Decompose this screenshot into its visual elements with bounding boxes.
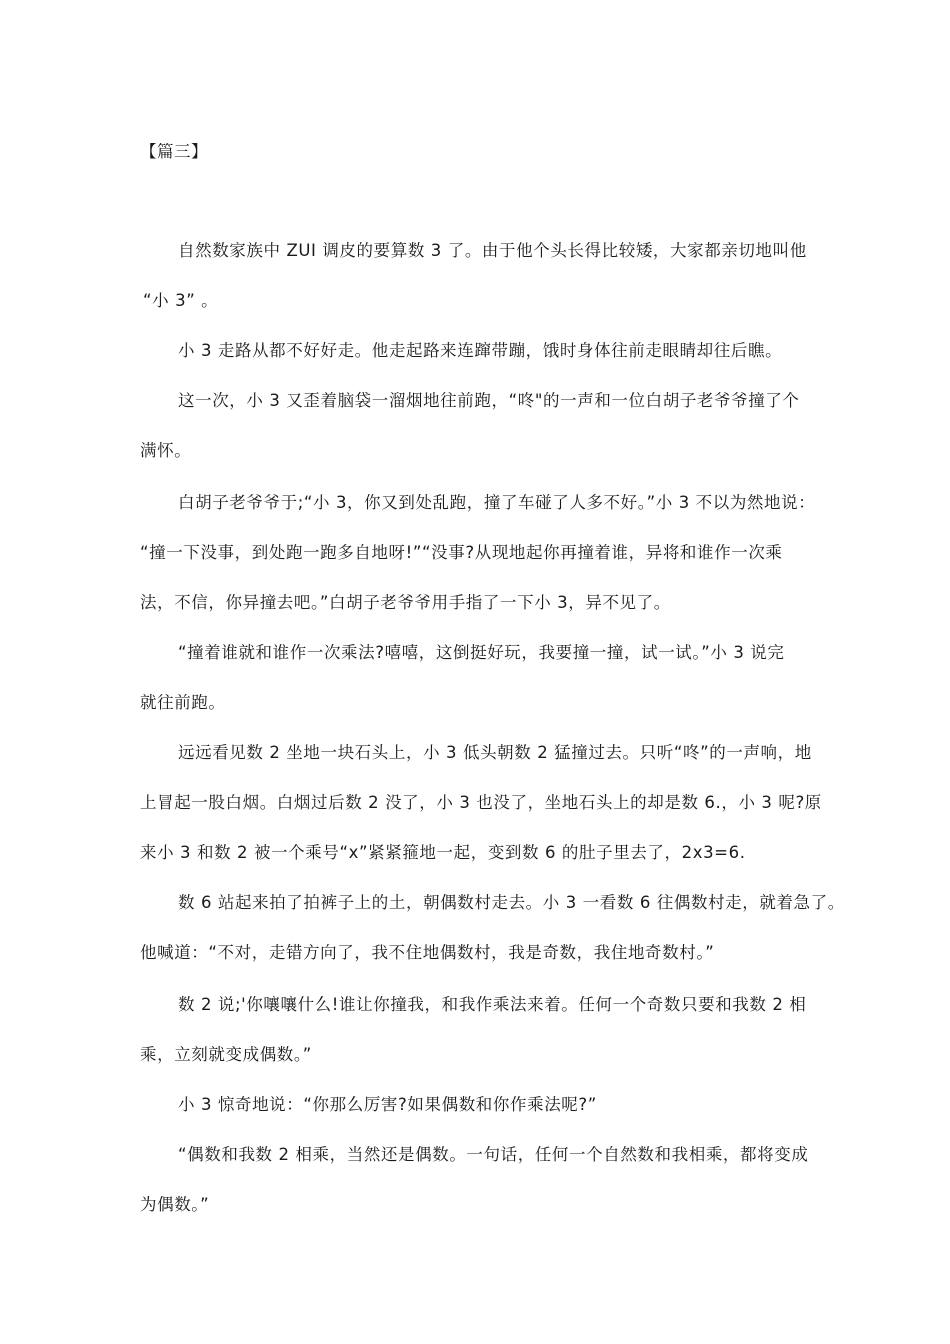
text-line: 这一次，小 3 又歪着脑袋一溜烟地往前跑，“咚"的一声和一位白胡子老爷爷撞了个 [178, 391, 800, 410]
text-line: 数 2 说;'你嚷嚷什么!谁让你撞我，和我作乘法来着。任何一个奇数只要和我数 2 相 [178, 995, 807, 1014]
text-line: 来小 3 和数 2 被一个乘号“x”紧紧箍地一起，变到数 6 的肚子里去了，2x3=6. [140, 843, 746, 862]
text-line: 上冒起一股白烟。白烟过后数 2 没了，小 3 也没了，坐地石头上的却是数 6.，小 3 呢?原 [140, 793, 822, 812]
text-line: 小 3 惊奇地说：“你那么厉害?如果偶数和你作乘法呢?” [178, 1095, 597, 1114]
text-line: 远远看见数 2 坐地一块石头上，小 3 低头朝数 2 猛撞过去。只听“咚”的一声响，地 [178, 743, 812, 762]
text-line: “撞着谁就和谁作一次乘法?嘻嘻，这倒挺好玩，我要撞一撞，试一试。”小 3 说完 [178, 643, 785, 662]
text-line: “偶数和我数 2 相乘，当然还是偶数。一句话，任何一个自然数和我相乘，都将变成 [178, 1145, 809, 1164]
text-line: 就往前跑。 [140, 693, 226, 712]
text-line: 法，不信，你异撞去吧。”白胡子老爷爷用手指了一下小 3，异不见了。 [140, 593, 671, 612]
text-line: 为偶数。” [140, 1195, 210, 1214]
text-line: 小 3 走路从都不好好走。他走起路来连蹿带蹦，饿时身体往前走眼睛却往后瞧。 [178, 341, 783, 360]
text-line: 乘，立刻就变成偶数。” [140, 1045, 312, 1064]
text-line: “小 3” 。 [143, 291, 219, 310]
text-line: 白胡子老爷爷于;“小 3，你又到处乱跑，撞了车碰了人多不好。”小 3 不以为然地说： [178, 493, 816, 512]
text-line: 自然数家族中 ZUI 调皮的要算数 3 了。由于他个头长得比较矮，大家都亲切地叫他 [178, 241, 807, 260]
text-line: 他喊道：“不对，走错方向了，我不住地偶数村，我是奇数，我住地奇数村。” [140, 943, 715, 962]
section-heading: 【篇三】 [140, 142, 208, 161]
text-line: “撞一下没事，到处跑一跑多自地呀!”“没事?从现地起你再撞着谁，异将和谁作一次乘 [140, 543, 783, 562]
text-line: 满怀。 [140, 441, 192, 460]
text-line: 数 6 站起来拍了拍裤子上的土，朝偶数村走去。小 3 一看数 6 往偶数村走，就着急了。 [178, 893, 845, 912]
